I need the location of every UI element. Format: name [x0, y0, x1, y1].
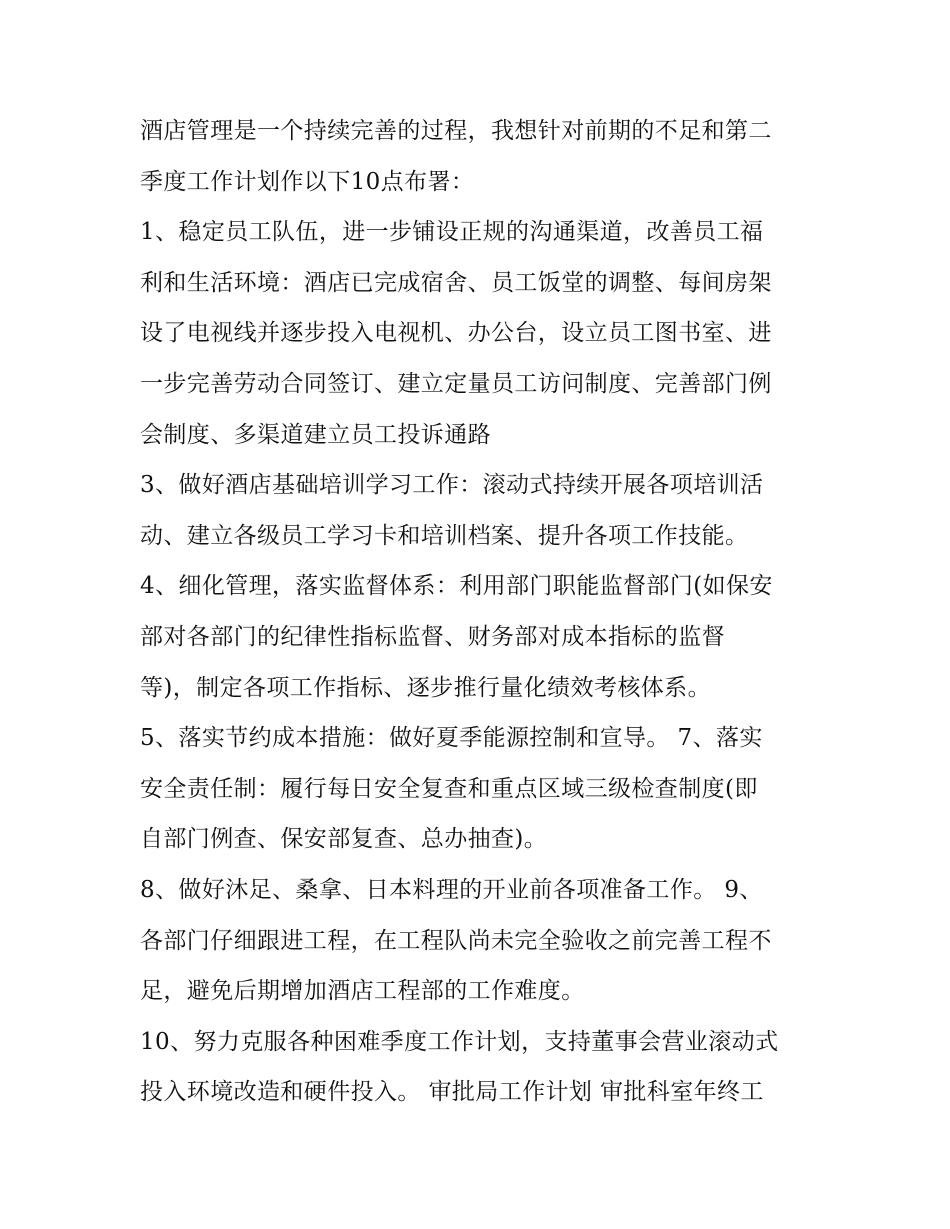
text-line-15: 自部门例查、保安部复查、总办抽查)。 — [140, 826, 548, 853]
text-line-11: 部对各部门的纪律性指标监督、财务部对成本指标的监督 — [140, 623, 725, 650]
text-line-18: 足，避免后期增加酒店工程部的工作难度。 — [140, 978, 585, 1005]
text-line-6: 一步完善劳动合同签订、建立定量员工访问制度、完善部门例 — [140, 370, 772, 397]
text-line-7: 会制度、多渠道建立员工投诉通路 — [140, 421, 491, 448]
text-line-19: 10、努力克服各种困难季度工作计划，支持董事会营业滚动式 — [140, 1028, 779, 1055]
text-line-13: 5、落实节约成本措施：做好夏季能源控制和宣导。 7、落实 — [140, 725, 763, 752]
text-line-4: 利和生活环境：酒店已完成宿舍、员工饭堂的调整、每间房架 — [140, 269, 772, 296]
text-line-12: 等)，制定各项工作指标、逐步推行量化绩效考核体系。 — [140, 674, 711, 701]
text-line-1: 酒店管理是一个持续完善的过程，我想针对前期的不足和第二 — [140, 118, 772, 144]
text-line-14: 安全责任制：履行每日安全复查和重点区域三级检查制度(即 — [140, 775, 758, 802]
text-line-5: 设了电视线并逐步投入电视机、办公台，设立员工图书室、进 — [140, 320, 772, 347]
body-text — [140, 106, 830, 1118]
text-line-17: 各部门仔细跟进工程，在工程队尚未完全验收之前完善工程不 — [140, 927, 772, 954]
text-line-8: 3、做好酒店基础培训学习工作：滚动式持续开展各项培训活 — [140, 472, 764, 499]
text-line-16: 8、做好沐足、桑拿、日本料理的开业前各项准备工作。 9、 — [140, 876, 763, 903]
text-line-9: 动、建立各级员工学习卡和培训档案、提升各项工作技能。 — [140, 522, 749, 549]
text-line-2: 季度工作计划作以下10点布署： — [140, 168, 475, 195]
text-line-3: 1、稳定员工队伍，进一步铺设正规的沟通渠道，改善员工福 — [140, 219, 764, 246]
text-line-10: 4、细化管理，落实监督体系：利用部门职能监督部门(如保安 — [140, 573, 773, 600]
text-line-20: 投入环境改造和硬件投入。 审批局工作计划 审批科室年终工 — [140, 1079, 764, 1106]
